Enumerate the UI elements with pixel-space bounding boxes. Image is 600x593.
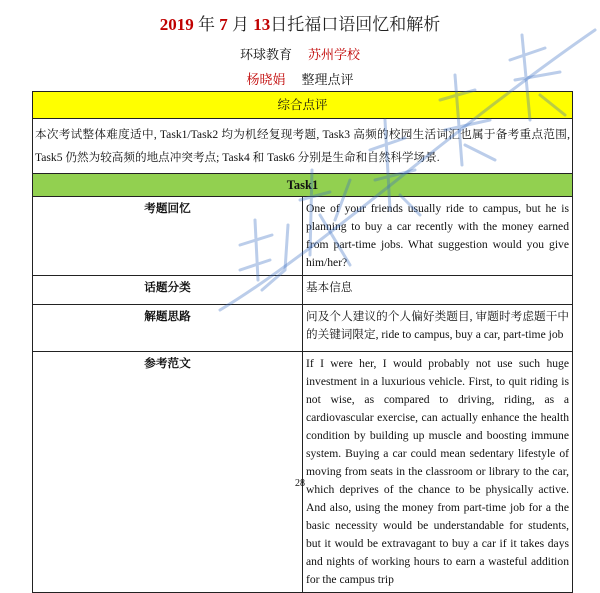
table-row	[33, 197, 573, 276]
org-name: 环球教育	[239, 47, 292, 62]
row-label-sample: 参考范文	[33, 352, 303, 593]
row-content-sample: If I were her, I would probably not use such huge investment in a luxurious vehicle. First, to quit riding is not wise, as compared to driving, riding, as a cardiovascular exercise, can actually enhance the health condition by building up muscle and boosting immune system. Buying a car could mean sedentary lifestyle of moving from seats in the classroom or library to the car, which deprives of the chance to be physically active. And also, using the money from part-time job for a the basic necessity would be understandable for students, but it would be extravagant to buy a car if it takes days and nights of working hours to earn a wasteful addition for the campus trip	[303, 352, 573, 593]
row-content-approach: 问及个人建议的个人偏好类题目, 审题时考虑题干中的关键词限定, ride to campus, buy a car, part-time job	[303, 305, 573, 352]
overview-heading: 综合点评	[33, 92, 573, 119]
author-role: 整理点评	[301, 72, 354, 87]
organization-line	[0, 46, 600, 64]
table-row	[33, 305, 573, 352]
author-name: 杨晓娟	[246, 72, 286, 87]
row-content-category: 基本信息	[303, 276, 573, 305]
table-row	[33, 276, 573, 305]
task1-heading: Task1	[33, 174, 573, 197]
analysis-table	[32, 91, 573, 593]
row-label-category: 话题分类	[33, 276, 303, 305]
overview-text: 本次考试整体难度适中, Task1/Task2 均为机经复现考题, Task3 高频的校园生活词汇也属于备考重点范围, Task5 仍然为较高频的地点冲突考点; Task4 和 Task6 分别是生命和自然科学场景.	[33, 119, 573, 174]
author-line	[0, 71, 600, 89]
page-number: 28	[295, 478, 305, 489]
school-name: 苏州学校	[308, 47, 361, 62]
row-label-question: 考题回忆	[33, 197, 303, 276]
document-title: 2019 年 7 月 13日托福口语回忆和解析	[159, 15, 441, 34]
table-row	[33, 352, 573, 593]
row-content-question: One of your friends usually ride to campus, but he is planning to buy a car recently with the money earned from part-time jobs. What suggestion would you give him/her?	[303, 197, 573, 276]
row-label-approach: 解题思路	[33, 305, 303, 352]
